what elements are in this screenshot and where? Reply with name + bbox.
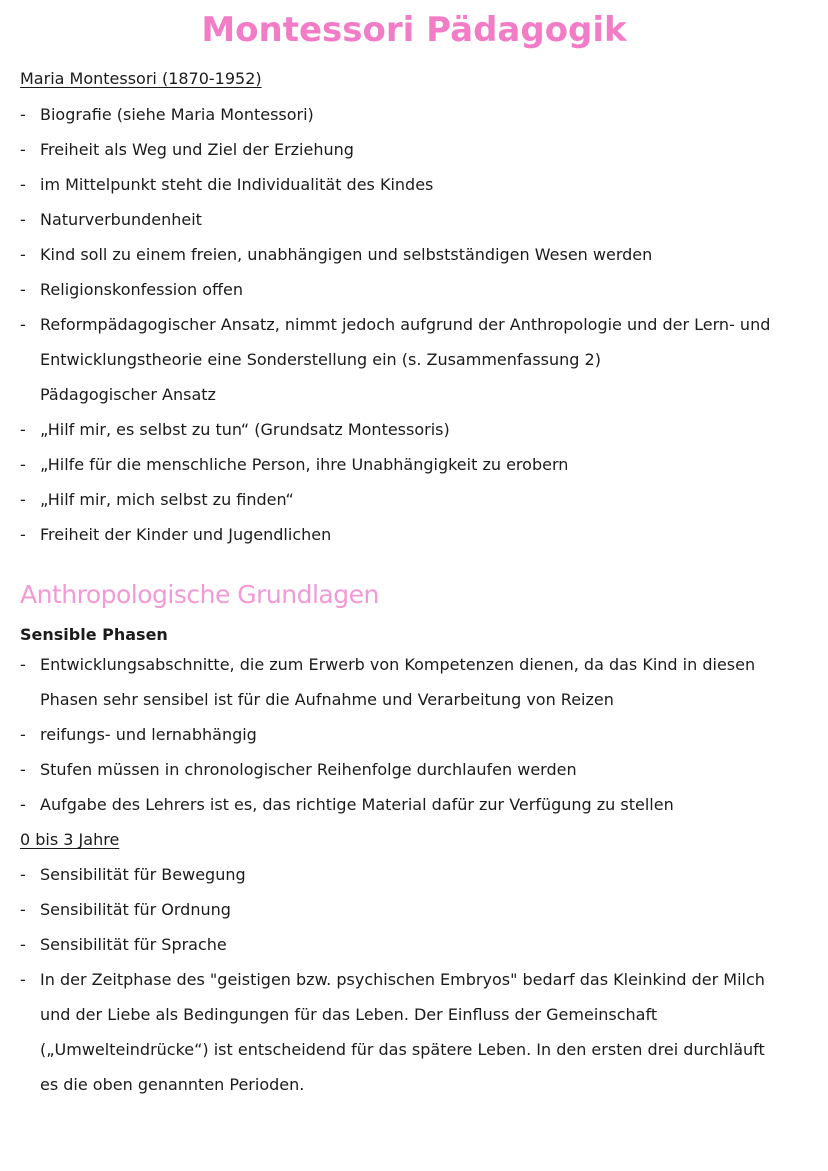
- bullet-dash: -: [20, 760, 26, 779]
- bullet-dash: -: [20, 725, 26, 744]
- bullet-dash: -: [20, 795, 26, 814]
- bullet-dash: -: [20, 490, 26, 509]
- bullet-dash: -: [20, 280, 26, 299]
- bullet-dash: -: [20, 210, 26, 229]
- bullet-dash: -: [20, 455, 26, 474]
- bullet-dash: -: [20, 655, 26, 674]
- bullet-dash: -: [20, 900, 26, 919]
- bullet-dash: -: [20, 140, 26, 159]
- subheading-maria-montessori: Maria Montessori (1870-1952): [20, 69, 262, 88]
- subheading-age-0-3: 0 bis 3 Jahre: [20, 830, 120, 849]
- bullet-dash: -: [20, 420, 26, 439]
- bullet-dash: -: [20, 245, 26, 264]
- bullet-dash: -: [20, 970, 26, 989]
- section-title-anthropologie: Anthropologische Grundlagen: [20, 580, 379, 609]
- bullet-dash: -: [20, 175, 26, 194]
- page-title: Montessori Pädagogik: [201, 10, 627, 50]
- bullet-dash: -: [20, 105, 26, 124]
- subheading-sensible-phasen: Sensible Phasen: [20, 625, 168, 644]
- bullet-dash: -: [20, 525, 26, 544]
- bullet-dash: -: [20, 935, 26, 954]
- bullet-dash: -: [20, 865, 26, 884]
- document-page: Montessori Pädagogik Maria Montessori (1870-1952) - Biografie (siehe Maria Montessori) - Freiheit als Weg und Ziel der Erziehung - im Mittelpunkt steht die Individualität des Kindes - Naturverbundenheit - Kind soll zu einem freien, unabhängigen und selbstständigen Wesen werden - Religionskonfession offen - Reformpädagogischer Ansatz, nimmt jedoch aufgrund der Anthropologie und der Lern- und Entwicklungstheorie eine Sonderstellung ein (s. Zusammenfassung 2) Pädagogischer Ansatz - „Hilf mir, es selbst zu tun“ (Grundsatz Montessoris) - „Hilfe für die menschliche Person, ihre Unabhängigkeit zu erobern - „Hilf mir, mich selbst zu finden“ - Freiheit der Kinder und Jugendlichen Anthropologische Grundlagen Sensible Phasen - Entwicklungsabschnitte, die zum Erwerb von Kompetenzen dienen, da das Kind in diesen Phasen sehr sensibel ist für die Aufnahme und Verarbeitung von Reizen - reifungs- und lernabhängig - Stufen müssen in chronologischer Reihenfolge durchlaufen werden - Aufgabe des Lehrers ist es, das richtige Material dafür zur Verfügung zu stellen 0 bis 3 Jahre - Sensibilität für Bewegung - Sensibilität für Ordnung - Sensibilität für Sprache - In der Zeitphase des "geistigen bzw. psychischen Embryos" bedarf das Kleinkind der Milch und der Liebe als Bedingungen für das Leben. Der Einfluss der Gemeinschaft („Umwelteindrücke“) ist entscheidend für das spätere Leben. In den ersten drei durchläuft es die oben genannten Perioden.: [0, 0, 828, 1171]
- bullet-dash: -: [20, 315, 26, 334]
